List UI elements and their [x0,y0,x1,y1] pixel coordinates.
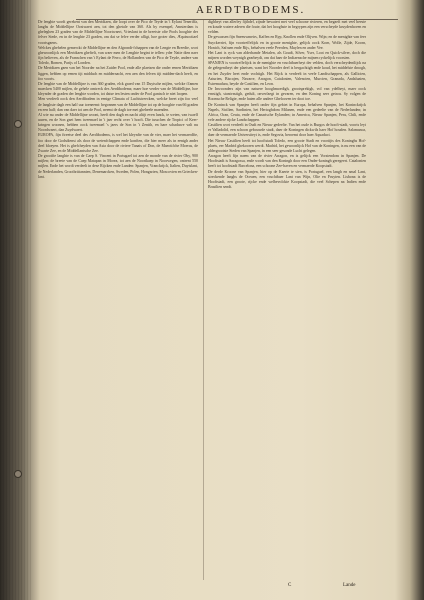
paragraph: Arragon heeft fijn naem van de rivier Arragon, en is gelijck een Vorstendom in Spanjen. De Hooftstadt is Saragossa, ende wordt van den Koningh door een Onder-koningh geregeert. Catalonien heeft tot hooftstadt Barcelona, een schoone Zee-haven en vermaerde Koopstadt. [208,154,366,169]
paragraph: De Meridiaen gaen van het Noorder na het Zuider Pool, ende alle plaetsen die onder eenen Meridiaen liggen, hebben op eenen tijt middach en middernacht, een aen den felven tijt midden-dach heeft, en foo voorts. [38,66,198,81]
binding-hole [14,120,22,128]
running-header [36,4,408,18]
paragraph: De lenghte wordt gerekent van den Meridiaen, die loopt over de Pico de Teyde in 't Eylant Teneriffa, langhs de Middellijne Oostwaert aen, tot den ghetale van 360. Als by exempel, Amsterdam is gheleghen 23 graden van de Middellijne Noortwaert, Vrieslant in de breetste ofte Pools hooghte der felver Stede, en in de lenghte 23 graden, om dat se felve verder afligt, hoe groter dies, Æquinoctiael voortsgaens. [38,20,198,45]
paragraph: De gewassen fijn Sneeuwmeirs, Kaffen en Ryp, Knollen ende Olijven. Wijn; en de menighte van feer Suyckerriet, fijn voortreffelijck en in groote menighte, gelijck oock Korn, Wolle, Zijde, Koorn, Honich, Safraen ende Rijs, behalven veele Peerden, Muylen en ander Vee. [208,35,366,50]
paragraph: dighheyt van allerley fijthdel, zijnde bewatert met veel schoone rivieren, en begaeft met veel beeste en koude watere aderen die foute, dat het hooghste in begrypen zijn een verscheyde kruydenhoven en velden. [208,20,366,35]
left-text-column [38,20,198,594]
paragraph: Castilien wort verdeelt in Oudt en Nieuw gedeelte. Van het oude is Burgos de hooft-stadt, voorts leyt er Valladolid, een schoon gebouwde stadt, daer de Koningen dickwils haer Hof houden. Salamanca, daer de vermaerde Universiteyt is, ende Segovia, beroemt door haer Aquaduct. [208,123,366,138]
paragraph: EUROPA, fijn ftreetse deel des Aerdtbodems, is wel het kleynfte van de vier, maer het vermaerdfte, foo door de Godsdienst als door de wetenfchappen ende konften, die hier meer als in eenigh ander deel bloeyen. Het is ghefcheyden van Asia door de riviere Tanais of Don, de Maeotifche Moeras, de Zwarte Zee, en de Middellantsche Zee. [38,133,198,153]
paragraph: Het Nieuw Castilien heeft tot hooftstadt Toledo, een groote Stadt en voortijts des Koninghs Hof-plaets, eer Madrid ghekooren werdt. Madrid, het gewoonlijck Hof van de Koningen, is nu een van de aldergrootste Steden van Spanjen, in een seer gesonde Lucht gelegen. [208,138,366,153]
page-stack-edge [0,0,32,600]
signature-mark: C [288,583,292,588]
paragraph: De lenghte van de Middellijne is van 360 graden, elck graed van 15 Duytsche mijlen, welcke t'famen maecken 5400 mijlen, de gehele omtreck des Aerdtbodems; maer hoe verder van de Middellijne, hoe kleynder de graden der lenghte worden, tot datse ten lesten onder de Pool gantsch te niet loopen. [38,81,198,97]
binding-hole [14,470,22,478]
paragraph: De derde Kroone van Spanjen, hier op de Kaerte te sien, is Portugael, een langh en smal Lant, streckende langhs de Oceaen, een vruchtbaer Lant van Wijn, Olie en Fruyten. Lisbona is de Hooftstadt, een groote, rijcke ende welbevolckte Koopstadt, die veel Schepen na Indien ende Brasilien sendt. [208,169,366,189]
right-text-column [208,20,366,594]
paragraph: Men verdeelt oock den Aerdtbodem in eenige Climata of Luchtstreecken, welcke breet zijn foo veel de langhste dagh een half uur toeneemt: begonnen van de Middellijne tot op de hooghte van 66 graden en een half; dan van daer tot aen de Pool, neemt de dagh toe met gheheele maenden. [38,97,198,112]
paragraph: De Koninck van Spanjen heeft onder fijn gebiet in Europa, behalven Spanjen, het Koninckrijck Napels, Sicilien, Sardinien, het Hertoghdom Milanen, ende een gedeelte van de Nederlanden; in Africa, Oran, Ceuta, ende de Canarische Eylanden; in America, Nieuw Spanjen, Peru, Chili, ende vele andere rijcke Landschappen. [208,102,366,122]
paragraph: De Inwoonders zijn van natuere hooghmoedigh, grootsprekigh, vol van ydelheyt, maer oock ernstigh, stantvastigh, gedult, onverfaegt in gevaren, en den Koning seer getrou. Sy volgen de Roomsche Religie, ende haten alle andere Ghelooven ter doot toe. [208,87,366,102]
paragraph: De grootfte langhte is van de Caep S. Vincent in Portugael tot aen de monde van de rivier Oby, 900 mijlen; de breete van de Caep Matapan in Morea, tot aen de Noortkaep in Noorwegen, ontrent 550 mijlen. Ende het wordt verdeelt in dese Rijcken ende Landen: Spanjen, Vranckrijck, Italien, Duytslant, de Nederlanden, Grootbrittannien, Denemarcken, Sweden, Polen, Hongarien, Moscovien en Griecken-lant. [38,154,198,179]
paragraph: Welckes ghehelen gemerckt de Middellijne en den Afgrondt-fchappen van de Lengte en Breedte, wort ghewoonlijck een Meridiaen gheftelt, van waer men de Lenghte begint te tellen: yder Natie dien naer fijn believen, als de Franschen van 't Eylant de Ferro, de Hollanders van de Pico de Teyde, andere van Toledo, Romen, Parijs of Londen. [38,45,198,66]
paragraph: Al wie nu onder de Middellijne woont, heeft den dagh en nacht altijt even lanck, te weten, van twaelf uuren, en de Son gaet hem tweemael in 't jaer recht over 't hooft. Die tusschen de Tropici of Keer-kringen woonen, hebben oock tweemael 's jaers de Son in 't Zenith, en hare schaduwe valt nu Noordwaert, dan Zuydwaert. [38,112,198,133]
paragraph: SPANJEN is voortreffelijck in de menighte en vruchtbaerheyt der velden, doch verscheydentlijck na de gelegentheyt der plaetsen, want het Noorder deel is bergachtigh ende koud, het middelste droogh, en het Zuyder heet ende vochtigh. Het Rijck is verdeelt in veele Landtschappen, als Gallicien, Asturien, Biscajen, Navarre, Arragon, Catalonien, Valencien, Murcien, Granada, Andaluzien, Estremadura, beyde de Castilien, en Leon. [208,61,366,86]
header-title: AERDTBODEMS. [196,4,306,16]
paragraph: Het Lant is ryck van alderhande Metalen, als Goudt, Silver, Yser, Loot en Quick-silver, doch die mijnen worden weynigh gearbeydt, om dat haer de Indiaensche mijnen ryckelijck voorsien. [208,50,366,61]
catchword: Lande [343,583,356,588]
column-gutter [203,20,204,580]
